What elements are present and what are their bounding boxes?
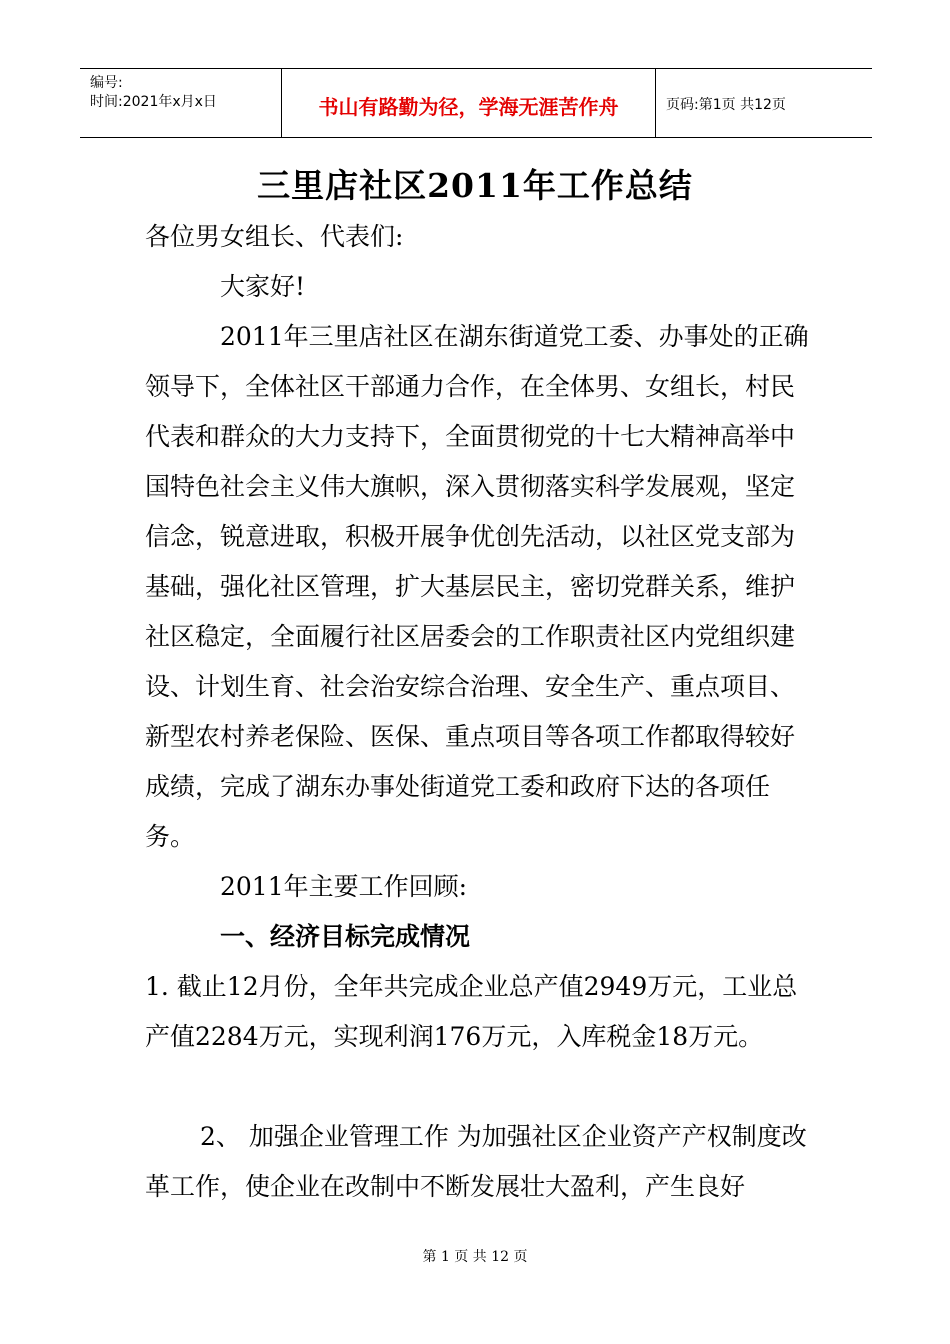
page-label: 页码:第1页 共12页	[666, 97, 786, 113]
section-heading-economy: 一、经济目标完成情况	[220, 922, 471, 951]
economy-item-2: 2、 加强企业管理工作 为加强社区企业资产产权制度改革工作，使企业在改制中不断发展壮大盈利，产生良好	[145, 1122, 807, 1201]
economy-item-1: 1. 截止12月份，全年共完成企业总产值2949万元，工业总产值2284万元，实现利润176万元，入库税金18万元。	[145, 972, 798, 1051]
date-label: 时间:2021年x月x日	[90, 94, 217, 110]
intro-paragraph: 2011年三里店社区在湖东街道党工委、办事处的正确领导下，全体社区干部通力合作，在全体男、女组长，村民代表和群众的大力支持下，全面贯彻党的十七大精神高举中国特色社会主义伟大旗帜，深入贯彻落实科学发展观，坚定信念，锐意进取，积极开展争优创先活动，以社区党支部为基础，强化社区管理，扩大基层民主，密切党群关系，维护社区稳定，全面履行社区居委会的工作职责社区内党组织建设、计划生育、社会治安综合治理、安全生产、重点项目、新型农村养老保险、医保、重点项目等各项工作都取得较好成绩，完成了湖东办事处街道党工委和政府下达的各项任务。	[145, 322, 809, 851]
header-left-cell	[80, 69, 282, 137]
review-heading: 2011年主要工作回顾:	[220, 872, 468, 901]
salutation: 各位男女组长、代表们:	[145, 222, 404, 251]
document-body	[145, 212, 810, 1212]
header-right-cell	[656, 69, 872, 137]
page-footer: 第 1 页 共 12 页	[422, 1249, 528, 1265]
motto: 书山有路勤为径，学海无涯苦作舟	[318, 95, 619, 119]
number-label: 编号:	[90, 75, 123, 91]
header-middle-cell	[282, 69, 656, 137]
document-title: 三里店社区2011年工作总结	[257, 166, 693, 205]
greeting: 大家好!	[220, 272, 306, 301]
document-header	[80, 68, 872, 138]
